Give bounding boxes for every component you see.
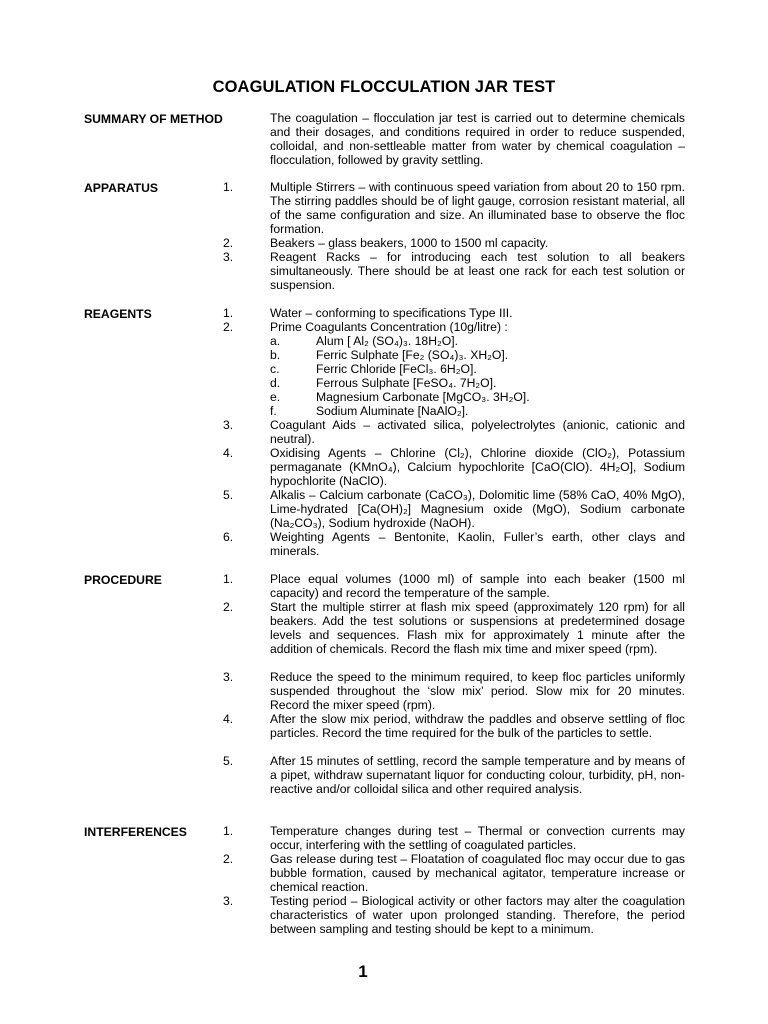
interference-item-text: Gas release during test – Floatation of coagulated floc may occur due to gas bubble formation, caused by mechanical agitator, temperature increase or chemical reaction. [270, 852, 685, 894]
reagent-item-number: 5. [223, 488, 234, 502]
coagulant-text: Sodium Aluminate [NaAlO₂]. [316, 404, 469, 418]
procedure-item-text: Place equal volumes (1000 ml) of sample into each beaker (1500 ml capacity) and record the temperature of the sample. [270, 572, 685, 600]
summary-text: The coagulation – flocculation jar test is carried out to determine chemicals and their dosages, and conditions required in order to reduce suspended, colloidal, and non-settleable matter from water by chemical coagulation – flocculation, followed by gravity settling. [270, 111, 685, 167]
section-label-summary: SUMMARY OF METHOD [84, 112, 223, 126]
coagulant-text: Ferric Chloride [FeCl₃. 6H₂O]. [316, 362, 477, 376]
procedure-item-number: 4. [223, 712, 234, 726]
reagent-item-number: 6. [223, 530, 234, 544]
reagent-item-text: Alkalis – Calcium carbonate (CaCO₃), Dolomitic lime (58% CaO, 40% MgO), Lime-hydrated [Ca(OH)₂] Magnesium oxide (MgO), Sodium carbonate (Na₂CO₃), Sodium hydroxide (NaOH). [270, 488, 685, 530]
procedure-item-number: 3. [223, 670, 234, 684]
coagulant-letter: f. [270, 404, 277, 418]
coagulant-letter: b. [270, 348, 281, 362]
reagent-item-text: Prime Coagulants Concentration (10g/litre) : [270, 320, 508, 334]
procedure-item-text: Start the multiple stirrer at flash mix speed (approximately 120 rpm) for all beakers. Add the test solutions or suspensions at predetermined dosage levels and sequences. Flash mix for approximately 1 minute after the addition of chemicals. Record the flash mix time and mixer speed (rpm). [270, 600, 685, 656]
procedure-item-number: 1. [223, 572, 234, 586]
document-title: COAGULATION FLOCCULATION JAR TEST [212, 78, 556, 96]
apparatus-item-text: Multiple Stirrers – with continuous speed variation from about 20 to 150 rpm. The stirring paddles should be of light gauge, corrosion resistant material, all of the same configuration and size. An illuminated base to observe the floc formation. [270, 180, 685, 236]
reagent-item-number: 2. [223, 320, 234, 334]
reagent-item-text: Water – conforming to specifications Type III. [270, 306, 513, 320]
apparatus-item-number: 1. [223, 180, 234, 194]
procedure-item-number: 5. [223, 754, 234, 768]
interference-item-text: Testing period – Biological activity or other factors may alter the coagulation characteristics of water upon prolonged standing. Therefore, the period between sampling and testing should be kept to a minimum. [270, 894, 685, 936]
page-number: 1 [358, 962, 368, 981]
section-label-apparatus: APPARATUS [84, 181, 159, 195]
reagent-item-number: 3. [223, 418, 234, 432]
interference-item-number: 2. [223, 852, 234, 866]
reagent-item-text: Weighting Agents – Bentonite, Kaolin, Fuller’s earth, other clays and minerals. [270, 530, 685, 558]
apparatus-item-number: 3. [223, 250, 234, 264]
reagent-item-number: 1. [223, 306, 234, 320]
interference-item-number: 1. [223, 824, 234, 838]
section-label-interferences: INTERFERENCES [84, 825, 187, 839]
apparatus-item-text: Reagent Racks – for introducing each test solution to all beakers simultaneously. There should be at least one rack for each test solution or suspension. [270, 250, 685, 292]
procedure-item-text: After the slow mix period, withdraw the paddles and observe settling of floc particles. Record the time required for the bulk of the particles to settle. [270, 712, 685, 740]
apparatus-item-number: 2. [223, 236, 234, 250]
procedure-item-text: After 15 minutes of settling, record the sample temperature and by means of a pipet, withdraw supernatant liquor for conducting colour, turbidity, pH, non-reactive and/or colloidal silica and other required analysis. [270, 754, 685, 796]
interference-item-number: 3. [223, 894, 234, 908]
section-label-reagents: REAGENTS [84, 307, 152, 321]
coagulant-text: Magnesium Carbonate [MgCO₃. 3H₂O]. [316, 390, 530, 404]
section-label-procedure: PROCEDURE [84, 573, 162, 587]
coagulant-letter: c. [270, 362, 280, 376]
reagent-item-text: Coagulant Aids – activated silica, polyelectrolytes (anionic, cationic and neutral). [270, 418, 685, 446]
apparatus-item-text: Beakers – glass beakers, 1000 to 1500 ml capacity. [270, 236, 549, 250]
coagulant-letter: e. [270, 390, 281, 404]
reagent-item-text: Oxidising Agents – Chlorine (Cl₂), Chlorine dioxide (ClO₂), Potassium permaganate (KMnO₄), Calcium hypochlorite [CaO(ClO). 4H₂O], Sodium hypochlorite (NaClO). [270, 446, 685, 488]
coagulant-text: Ferric Sulphate [Fe₂ (SO₄)₃. XH₂O]. [316, 348, 509, 362]
coagulant-text: Ferrous Sulphate [FeSO₄. 7H₂O]. [316, 376, 497, 390]
coagulant-letter: d. [270, 376, 281, 390]
coagulant-text: Alum [ Al₂ (SO₄)₃. 18H₂O]. [316, 334, 458, 348]
reagent-item-number: 4. [223, 446, 234, 460]
coagulant-letter: a. [270, 334, 281, 348]
procedure-item-text: Reduce the speed to the minimum required, to keep floc particles uniformly suspended throughout the ‘slow mix’ period. Slow mix for 20 minutes. Record the mixer speed (rpm). [270, 670, 685, 712]
interference-item-text: Temperature changes during test – Thermal or convection currents may occur, interfering with the settling of coagulated particles. [270, 824, 685, 852]
procedure-item-number: 2. [223, 600, 234, 614]
